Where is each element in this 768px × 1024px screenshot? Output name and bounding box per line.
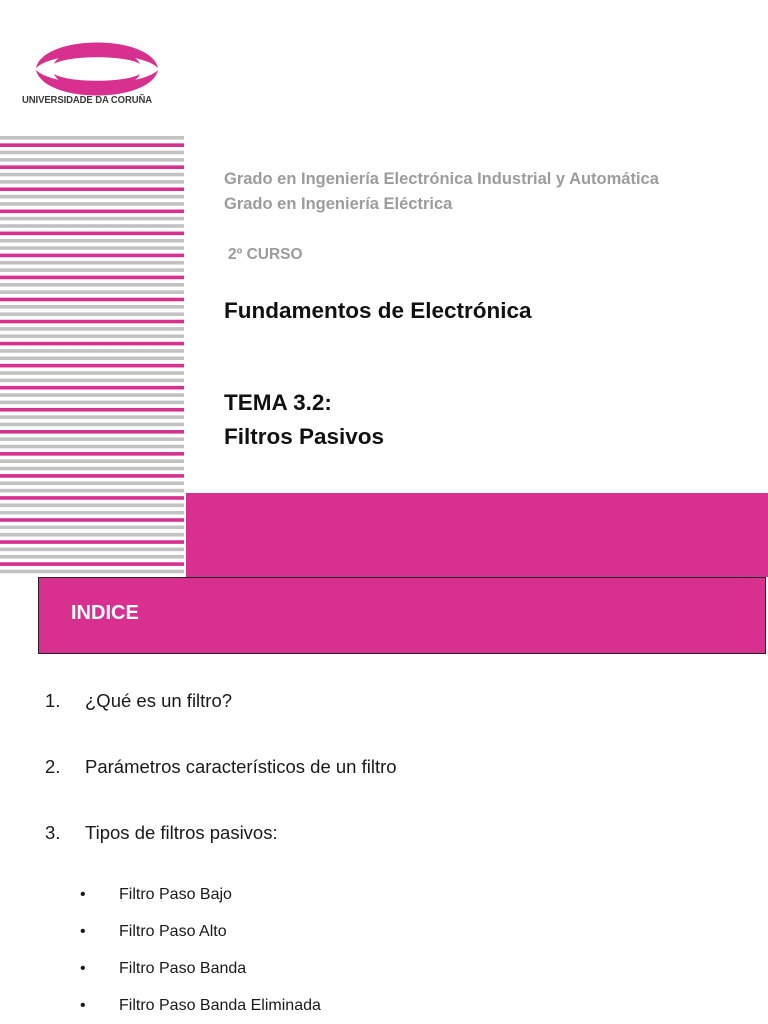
stripe [0,312,184,316]
stripe [0,415,184,419]
list-item [45,822,278,844]
decorative-stripes [0,136,184,576]
stripe [0,423,184,427]
stripe [0,305,184,309]
stripe [0,210,184,214]
stripe [0,540,184,544]
stripe [0,467,184,471]
university-name: UNIVERSIDADE DA CORUÑA [22,95,153,106]
index-banner [38,577,766,654]
sub-list-item [80,960,246,978]
stripe [0,246,184,250]
sub-list-text: Filtro Paso Banda [119,960,247,977]
degree-title-2: Grado en Ingeniería Eléctrica [224,195,453,213]
sub-list-text: Filtro Paso Bajo [119,886,232,903]
sub-list-item [80,886,232,904]
list-number: 1. [45,690,61,711]
stripe [0,371,184,375]
list-item [45,690,232,712]
stripe [0,334,184,338]
stripe [0,195,184,199]
stripe [0,481,184,485]
stripe [0,254,184,258]
topic-name: Filtros Pasivos [224,424,385,449]
stripe [0,555,184,559]
list-text: ¿Qué es un filtro? [85,690,233,711]
list-number: 3. [45,822,61,843]
stripe [0,276,184,280]
stripe [0,143,184,147]
bullet: • [80,886,86,903]
list-text: Tipos de filtros pasivos: [85,822,278,843]
stripe [0,511,184,515]
stripe [0,496,184,500]
list-text: Parámetros característicos de un filtro [85,756,397,777]
stripe [0,173,184,177]
bullet: • [80,997,86,1014]
stripe [0,217,184,221]
list-number: 2. [45,756,61,777]
stripe [0,459,184,463]
stripe [0,202,184,206]
sub-list-text: Filtro Paso Banda Eliminada [119,997,321,1014]
degree-title-1: Grado en Ingeniería Electrónica Industrial y Automática [224,170,659,188]
stripe [0,268,184,272]
stripe [0,187,184,191]
stripe [0,437,184,441]
stripe [0,570,184,574]
stripe [0,379,184,383]
topic-title [224,386,384,454]
header-band [186,493,768,577]
stripe [0,393,184,397]
stripe [0,504,184,508]
stripe [0,533,184,537]
topic-number: TEMA 3.2: [224,390,332,415]
stripe [0,445,184,449]
list-item [45,756,397,778]
subject-title: Fundamentos de Electrónica [224,298,532,323]
stripe [0,474,184,478]
stripe [0,526,184,530]
bullet: • [80,923,86,940]
index-label: INDICE [71,602,139,624]
stripe [0,562,184,566]
stripe [0,342,184,346]
course-year: 2º CURSO [228,246,303,263]
stripe [0,320,184,324]
sub-list-text: Filtro Paso Alto [119,923,227,940]
sub-list-item [80,923,227,941]
stripe [0,298,184,302]
stripe [0,364,184,368]
stripe [0,386,184,390]
stripe [0,401,184,405]
stripe [0,408,184,412]
stripe [0,518,184,522]
stripe [0,180,184,184]
stripe [0,327,184,331]
stripe [0,430,184,434]
stripe [0,349,184,353]
stripe [0,232,184,236]
bullet: • [80,960,86,977]
sub-list-item [80,997,321,1015]
stripe [0,290,184,294]
stripe [0,239,184,243]
stripe [0,452,184,456]
stripe [0,489,184,493]
stripe [0,224,184,228]
stripe [0,158,184,162]
stripe [0,357,184,361]
stripe [0,165,184,169]
stripe [0,136,184,140]
stripe [0,151,184,155]
stripe [0,548,184,552]
stripe [0,261,184,265]
stripe [0,283,184,287]
